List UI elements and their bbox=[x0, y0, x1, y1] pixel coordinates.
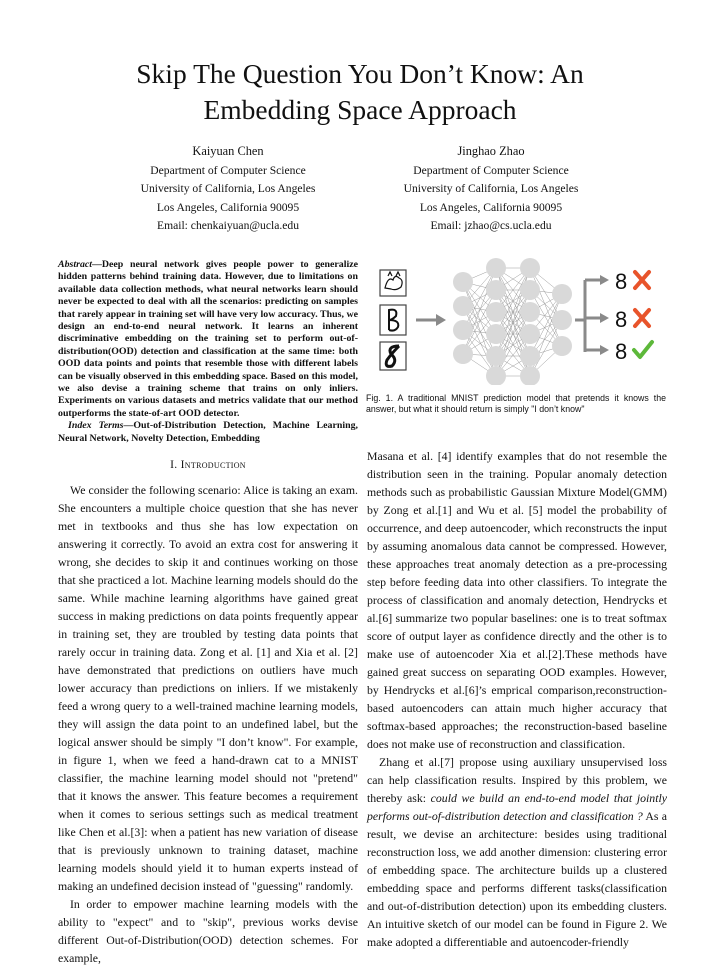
network-node bbox=[453, 320, 473, 340]
output-label-1: 8 bbox=[615, 269, 628, 294]
network-node bbox=[453, 296, 473, 316]
index-terms bbox=[58, 420, 358, 445]
cross-icon bbox=[635, 272, 649, 288]
network-node bbox=[552, 284, 572, 304]
index-terms-text: —Out-of-Distribution Detection, Machine Learning, Neural Network, Novelty Detection, Embedding bbox=[58, 420, 358, 444]
index-terms-label: Index Terms bbox=[68, 420, 124, 432]
network-node bbox=[486, 280, 506, 300]
right-paragraph-2-start: Zhang et al.[7] propose using auxiliary unsupervised loss can help classification results. Inspired by this problem, we thereby ask: bbox=[367, 755, 667, 805]
intro-paragraph-2: In order to empower machine learning models with the ability to "expect" and to "skip", previous works devise different Out-of-Distribution(OOD) detection schemes. For example, bbox=[58, 897, 358, 965]
network-node bbox=[552, 310, 572, 330]
figure-1-caption: Fig. 1. A traditional MNIST prediction model that pretends it knows the answer, but what it should return is simply "I don’t know" bbox=[366, 393, 666, 415]
output-label-2: 8 bbox=[615, 307, 628, 332]
network-node bbox=[486, 324, 506, 344]
right-paragraph-2 bbox=[367, 753, 667, 951]
research-question: could we build an end-to-end model that jointly performs out-of-distribution detection and classification ? bbox=[367, 791, 667, 823]
abstract-label: Abstract bbox=[58, 259, 93, 270]
title-line-2: Embedding Space Approach bbox=[203, 94, 517, 125]
author-block-2 bbox=[361, 142, 621, 236]
output-label-3: 8 bbox=[615, 339, 628, 364]
author-univ: University of California, Los Angeles bbox=[403, 182, 579, 195]
network-node bbox=[520, 302, 540, 322]
author-name: Jinghao Zhao bbox=[457, 144, 525, 158]
figure-1 bbox=[370, 250, 670, 385]
network-edges bbox=[463, 268, 562, 376]
neural-network-diagram bbox=[370, 250, 670, 385]
author-email: Email: chenkaiyuan@ucla.edu bbox=[156, 219, 300, 232]
author-dept: Department of Computer Science bbox=[150, 163, 306, 177]
author-city: Los Angeles, California 90095 bbox=[419, 200, 563, 214]
network-node bbox=[486, 366, 506, 385]
paper-title bbox=[60, 56, 660, 128]
output-arrowhead-3 bbox=[600, 345, 609, 355]
author-dept: Department of Computer Science bbox=[413, 163, 569, 177]
right-paragraph-2-end: As a result, we devise an architecture: besides using traditional reconstruction loss, we add another dimension: clustering error of embedding space. The architecture builds up a clustered embedding space and performs different tasks(classification and out-of-distribution detection) upon its embedding clusters. An intuitive sketch of our model can be found in Figure 2. We make adopted a differentiable and autoencoder-friendly bbox=[367, 809, 668, 949]
author-block-1 bbox=[98, 142, 358, 236]
abstract-text: —Deep neural network gives people power to generalize hidden patterns behind training data. However, due to limitations on available data collection methods, what neural networks learn should never be expected to deal with all the scenarios: predicting on samples that rarely appear in training set will have very low accuracy. Thus, we design an end-to-end neural network. It learns an inherent discriminative embedding on the training set to perform out-of-distribution(OOD) detection and classification at the same time: both OOD data points and points that resemble those with different labels can be visually observed in this embedding space. Based on this model, we also devise a training scheme that trains on only inliers. Experiments on various datasets and metrics validate that our method outperforms the state-of-art OOD detector. bbox=[58, 259, 358, 419]
network-node bbox=[552, 336, 572, 356]
cross-icon bbox=[635, 310, 649, 326]
check-icon bbox=[634, 342, 652, 357]
network-node bbox=[486, 346, 506, 366]
network-node bbox=[453, 344, 473, 364]
input-arrowhead bbox=[436, 314, 446, 326]
title-line-1: Skip The Question You Don’t Know: An bbox=[136, 58, 584, 89]
network-node bbox=[520, 366, 540, 385]
author-name: Kaiyuan Chen bbox=[192, 144, 264, 158]
author-city: Los Angeles, California 90095 bbox=[156, 200, 300, 214]
author-univ: University of California, Los Angeles bbox=[140, 182, 316, 195]
network-node bbox=[453, 272, 473, 292]
author-email: Email: jzhao@cs.ucla.edu bbox=[430, 219, 552, 232]
section-heading-introduction: I. Introduction bbox=[170, 458, 246, 471]
intro-paragraph-1: We consider the following scenario: Alice is taking an exam. She encounters a multiple choice question that she has never met in textbooks and thus she has low expectation on answering it correctly. To avoid an extra cost for answering it wrong, she decides to skip it and continues working on those that she practiced a lot. Machine learning models should do the same. While machine learning algorithms have gained great success in making predictions on data points frequently appear in training set, they are troubled by testing data points that rarely occur in training data. Zong et al. [1] and Xia et al. [2] have demonstrated that predictions on outliers have much lower accuracy than predictions on inliers. If we mistakenly feed a wrong query to a well-trained machine learning models, they will assign the data point to an undefined label, but the logical answer should be simply "I don’t know". For example, in figure 1, when we feed a hand-drawn cat to a MNIST classifier, the machine learning model should not "pretend" that it knows the answer. This feature becomes a requirement when it comes to serious settings such as medical treatment like Chen et al.[3]: when a patient has new variation of disease that is previously unknown to training dataset, machine learning models should yield it to human experts instead of making an undefined decision instead of "guessing" randomly. bbox=[58, 483, 358, 893]
left-column-body bbox=[58, 481, 358, 967]
network-node bbox=[520, 346, 540, 366]
output-arrowhead-2 bbox=[600, 313, 609, 323]
network-node bbox=[486, 302, 506, 322]
output-arrowhead-1 bbox=[600, 275, 609, 285]
network-node bbox=[486, 258, 506, 278]
abstract bbox=[58, 259, 358, 445]
right-column-body bbox=[367, 447, 667, 951]
right-paragraph-1: Masana et al. [4] identify examples that do not resemble the distribution seen in the training. Popular anomaly detection methods such as probabilistic Gaussian Mixture Model(GMM) by Zong et al.[1] and Wu et al. [5] model the probability of occurrence, and deep autoencoder, which reconstructs the input by assuming anomalous data cannot be compressed. However, these approaches treat anomaly detection as a pre-processing step before feeding data into other classifiers. To integrate the process of classification and anomaly detection, Hendrycks et al.[6] summarize two popular baselines: one is to treat softmax score of output layer as confidence directly and the other is to make use of autoencoder Xia et al.[2].These methods have gained great success on separating OOD examples. However, by Hendrycks et al.[6]’s emprical comparison,reconstruction-based autoencoders can attain much higher accuracy that softmax-based approaches; the reconstruction-based baseline does not make use of reconstruction and classification. bbox=[367, 449, 667, 751]
network-node bbox=[520, 280, 540, 300]
network-node bbox=[520, 258, 540, 278]
network-node bbox=[520, 324, 540, 344]
